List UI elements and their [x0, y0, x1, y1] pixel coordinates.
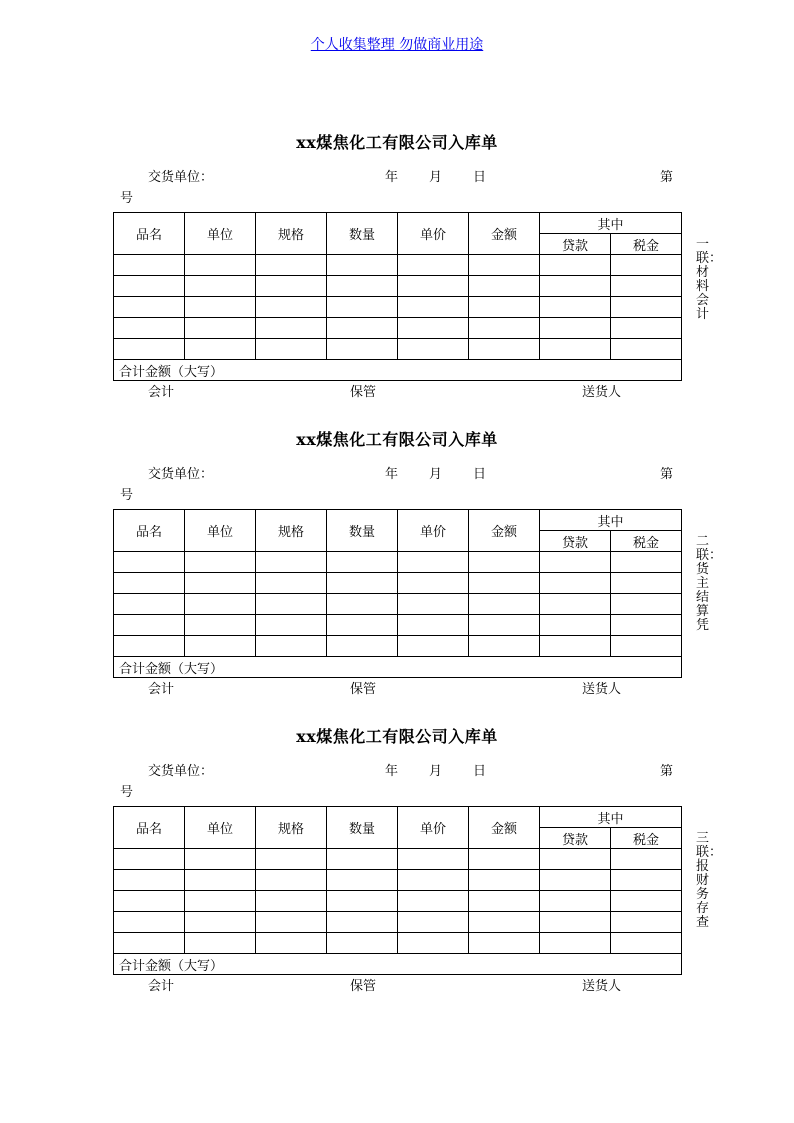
signature-custody: 保管: [350, 979, 377, 994]
items-table: [113, 212, 682, 381]
table-cell[interactable]: [398, 255, 469, 276]
table-cell[interactable]: [114, 255, 185, 276]
table-row: [114, 615, 682, 636]
table-cell[interactable]: [469, 276, 540, 297]
table-cell[interactable]: [469, 339, 540, 360]
col-header-unit: 单位: [185, 510, 256, 552]
table-cell[interactable]: [398, 870, 469, 891]
table-cell[interactable]: [114, 891, 185, 912]
table-cell[interactable]: [540, 933, 611, 954]
table-cell[interactable]: [398, 594, 469, 615]
table-cell[interactable]: [611, 870, 682, 891]
table-cell[interactable]: [469, 933, 540, 954]
table-cell[interactable]: [185, 594, 256, 615]
table-row: [114, 318, 682, 339]
month-label: 月: [429, 467, 443, 482]
table-cell[interactable]: [611, 255, 682, 276]
table-row: [114, 297, 682, 318]
table-cell[interactable]: [114, 297, 185, 318]
table-cell[interactable]: [185, 276, 256, 297]
table-cell[interactable]: [611, 636, 682, 657]
col-header-loan: 贷款: [540, 531, 611, 552]
table-cell[interactable]: [327, 552, 398, 573]
table-cell[interactable]: [114, 276, 185, 297]
table-row: [114, 891, 682, 912]
table-cell[interactable]: [611, 318, 682, 339]
table-cell[interactable]: [469, 615, 540, 636]
number-prefix: 第: [660, 764, 674, 779]
number-suffix: 号: [120, 488, 134, 503]
receipt-form: [0, 724, 794, 1014]
table-cell[interactable]: [185, 912, 256, 933]
table-cell[interactable]: [185, 615, 256, 636]
col-header-loan: 贷款: [540, 234, 611, 255]
table-cell[interactable]: [611, 912, 682, 933]
table-header-row: [114, 213, 682, 234]
table-cell[interactable]: [185, 255, 256, 276]
table-cell[interactable]: [611, 339, 682, 360]
table-cell[interactable]: [398, 276, 469, 297]
signature-accounting: 会计: [148, 979, 175, 994]
col-header-tax: 税金: [611, 234, 682, 255]
table-cell[interactable]: [398, 297, 469, 318]
table-cell[interactable]: [469, 573, 540, 594]
table-cell[interactable]: [256, 636, 327, 657]
total-amount-label: 合计金额（大写）: [114, 657, 682, 678]
table-cell[interactable]: [469, 318, 540, 339]
table-cell[interactable]: [611, 933, 682, 954]
table-row: [114, 255, 682, 276]
table-row: [114, 933, 682, 954]
table-row: [114, 636, 682, 657]
copy-label: 二联：货主结算凭: [696, 534, 723, 633]
table-cell[interactable]: [398, 615, 469, 636]
table-cell[interactable]: [114, 870, 185, 891]
table-cell[interactable]: [185, 339, 256, 360]
table-cell[interactable]: [185, 318, 256, 339]
month-label: 月: [429, 170, 443, 185]
total-row: [114, 954, 682, 975]
table-cell[interactable]: [114, 552, 185, 573]
table-cell[interactable]: [469, 636, 540, 657]
col-header-price: 单价: [398, 510, 469, 552]
table-cell[interactable]: [327, 870, 398, 891]
signature-accounting: 会计: [148, 682, 175, 697]
table-cell[interactable]: [327, 933, 398, 954]
table-cell[interactable]: [398, 849, 469, 870]
table-cell[interactable]: [398, 318, 469, 339]
table-cell[interactable]: [327, 255, 398, 276]
table-row: [114, 573, 682, 594]
receipt-form: [0, 427, 794, 717]
header-note-link[interactable]: 个人收集整理 勿做商业用途: [310, 37, 484, 53]
col-header-quantity: 数量: [327, 807, 398, 849]
table-cell[interactable]: [256, 615, 327, 636]
signature-deliverer: 送货人: [582, 979, 622, 994]
total-row: [114, 360, 682, 381]
year-label: 年: [385, 467, 399, 482]
table-cell[interactable]: [469, 552, 540, 573]
col-header-name: 品名: [114, 510, 185, 552]
signature-accounting: 会计: [148, 385, 175, 400]
table-cell[interactable]: [327, 891, 398, 912]
table-cell[interactable]: [540, 318, 611, 339]
col-header-tax: 税金: [611, 828, 682, 849]
table-cell[interactable]: [327, 615, 398, 636]
table-cell[interactable]: [185, 870, 256, 891]
table-cell[interactable]: [327, 849, 398, 870]
table-cell[interactable]: [327, 276, 398, 297]
table-cell[interactable]: [611, 552, 682, 573]
col-header-tax: 税金: [611, 531, 682, 552]
col-header-amount: 金额: [469, 213, 540, 255]
table-cell[interactable]: [611, 891, 682, 912]
table-cell[interactable]: [327, 318, 398, 339]
table-cell[interactable]: [540, 297, 611, 318]
table-cell[interactable]: [469, 870, 540, 891]
col-header-unit: 单位: [185, 213, 256, 255]
table-cell[interactable]: [114, 615, 185, 636]
table-row: [114, 849, 682, 870]
table-cell[interactable]: [256, 552, 327, 573]
day-label: 日: [473, 764, 487, 779]
supplier-label: 交货单位：: [148, 467, 214, 482]
table-cell[interactable]: [540, 615, 611, 636]
table-cell[interactable]: [469, 849, 540, 870]
table-cell[interactable]: [469, 891, 540, 912]
table-cell[interactable]: [469, 912, 540, 933]
col-header-name: 品名: [114, 807, 185, 849]
table-cell[interactable]: [540, 849, 611, 870]
total-row: [114, 657, 682, 678]
table-cell[interactable]: [611, 615, 682, 636]
col-header-amount: 金额: [469, 807, 540, 849]
month-label: 月: [429, 764, 443, 779]
supplier-label: 交货单位：: [148, 764, 214, 779]
table-header-row: [114, 807, 682, 828]
table-cell[interactable]: [114, 636, 185, 657]
table-header-row: [114, 510, 682, 531]
col-header-spec: 规格: [256, 807, 327, 849]
table-cell[interactable]: [114, 573, 185, 594]
col-header-price: 单价: [398, 213, 469, 255]
table-cell[interactable]: [327, 636, 398, 657]
table-cell[interactable]: [611, 849, 682, 870]
col-header-name: 品名: [114, 213, 185, 255]
table-cell[interactable]: [256, 276, 327, 297]
table-cell[interactable]: [185, 891, 256, 912]
table-cell[interactable]: [256, 912, 327, 933]
table-cell[interactable]: [469, 594, 540, 615]
table-cell[interactable]: [611, 297, 682, 318]
table-cell[interactable]: [185, 573, 256, 594]
table-cell[interactable]: [256, 255, 327, 276]
table-row: [114, 870, 682, 891]
col-header-quantity: 数量: [327, 213, 398, 255]
table-cell[interactable]: [540, 912, 611, 933]
day-label: 日: [473, 467, 487, 482]
table-cell[interactable]: [398, 891, 469, 912]
total-amount-label: 合计金额（大写）: [114, 360, 682, 381]
table-cell[interactable]: [256, 891, 327, 912]
table-cell[interactable]: [540, 276, 611, 297]
table-cell[interactable]: [398, 573, 469, 594]
day-label: 日: [473, 170, 487, 185]
form-title: xx煤焦化工有限公司入库单: [296, 133, 498, 152]
table-cell[interactable]: [256, 933, 327, 954]
signature-deliverer: 送货人: [582, 385, 622, 400]
table-cell[interactable]: [185, 297, 256, 318]
table-cell[interactable]: [540, 552, 611, 573]
table-cell[interactable]: [256, 573, 327, 594]
table-cell[interactable]: [327, 912, 398, 933]
number-prefix: 第: [660, 467, 674, 482]
receipt-form: [0, 130, 794, 420]
col-header-group: 其中: [540, 213, 682, 234]
table-cell[interactable]: [469, 255, 540, 276]
table-cell[interactable]: [398, 636, 469, 657]
table-cell[interactable]: [611, 573, 682, 594]
table-cell[interactable]: [540, 255, 611, 276]
year-label: 年: [385, 764, 399, 779]
number-suffix: 号: [120, 191, 134, 206]
table-cell[interactable]: [327, 573, 398, 594]
number-prefix: 第: [660, 170, 674, 185]
col-header-unit: 单位: [185, 807, 256, 849]
year-label: 年: [385, 170, 399, 185]
table-cell[interactable]: [469, 297, 540, 318]
items-table: [113, 806, 682, 975]
col-header-amount: 金额: [469, 510, 540, 552]
table-cell[interactable]: [398, 339, 469, 360]
table-cell[interactable]: [256, 297, 327, 318]
table-cell[interactable]: [114, 318, 185, 339]
table-cell[interactable]: [540, 870, 611, 891]
copy-label: 三联：报财务存查: [696, 831, 723, 930]
items-table: [113, 509, 682, 678]
table-row: [114, 339, 682, 360]
table-cell[interactable]: [540, 573, 611, 594]
col-header-price: 单价: [398, 807, 469, 849]
table-row: [114, 912, 682, 933]
table-cell[interactable]: [185, 552, 256, 573]
table-row: [114, 276, 682, 297]
col-header-group: 其中: [540, 510, 682, 531]
table-cell[interactable]: [256, 318, 327, 339]
form-title: xx煤焦化工有限公司入库单: [296, 727, 498, 746]
number-suffix: 号: [120, 785, 134, 800]
table-cell[interactable]: [185, 849, 256, 870]
table-cell[interactable]: [114, 933, 185, 954]
supplier-label: 交货单位：: [148, 170, 214, 185]
table-cell[interactable]: [398, 552, 469, 573]
table-cell[interactable]: [256, 339, 327, 360]
col-header-loan: 贷款: [540, 828, 611, 849]
copy-label: 一联：材料会计: [696, 237, 723, 322]
col-header-quantity: 数量: [327, 510, 398, 552]
table-cell[interactable]: [256, 849, 327, 870]
table-cell[interactable]: [611, 276, 682, 297]
table-cell[interactable]: [114, 849, 185, 870]
table-cell[interactable]: [540, 594, 611, 615]
table-cell[interactable]: [540, 891, 611, 912]
table-cell[interactable]: [327, 594, 398, 615]
total-amount-label: 合计金额（大写）: [114, 954, 682, 975]
table-cell[interactable]: [256, 594, 327, 615]
table-cell[interactable]: [114, 339, 185, 360]
signature-deliverer: 送货人: [582, 682, 622, 697]
col-header-spec: 规格: [256, 213, 327, 255]
table-row: [114, 552, 682, 573]
table-cell[interactable]: [540, 636, 611, 657]
table-cell[interactable]: [398, 933, 469, 954]
table-cell[interactable]: [185, 933, 256, 954]
col-header-group: 其中: [540, 807, 682, 828]
table-cell[interactable]: [256, 870, 327, 891]
table-cell[interactable]: [540, 339, 611, 360]
signature-custody: 保管: [350, 682, 377, 697]
table-cell[interactable]: [327, 339, 398, 360]
table-cell[interactable]: [611, 594, 682, 615]
table-cell[interactable]: [114, 594, 185, 615]
col-header-spec: 规格: [256, 510, 327, 552]
table-row: [114, 594, 682, 615]
table-cell[interactable]: [398, 912, 469, 933]
form-title: xx煤焦化工有限公司入库单: [296, 430, 498, 449]
table-cell[interactable]: [114, 912, 185, 933]
table-cell[interactable]: [185, 636, 256, 657]
signature-custody: 保管: [350, 385, 377, 400]
table-cell[interactable]: [327, 297, 398, 318]
